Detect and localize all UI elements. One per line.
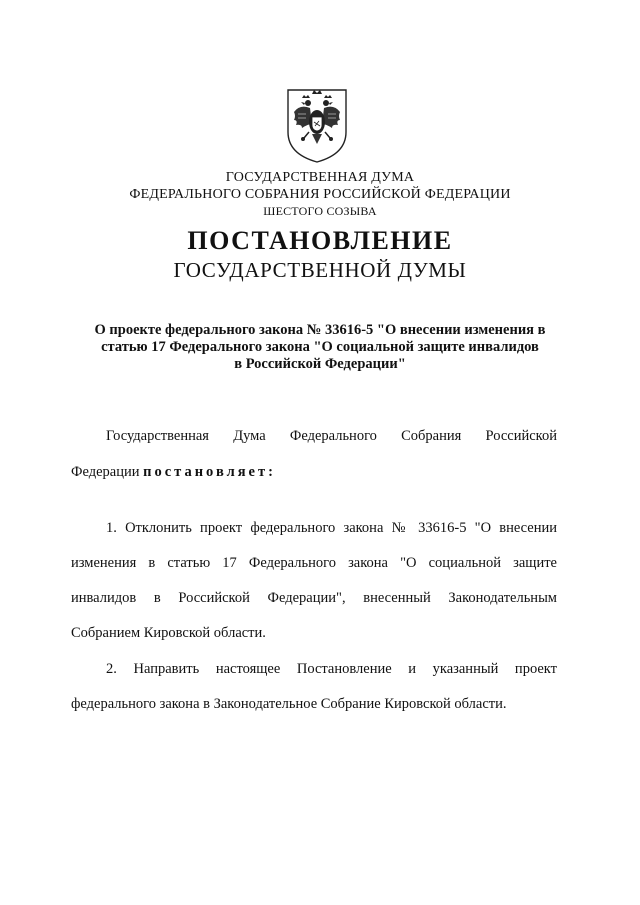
- subject-line-3: в Российской Федерации": [234, 356, 406, 372]
- issuer-header-line-2: ФЕДЕРАЛЬНОГО СОБРАНИЯ РОССИЙСКОЙ ФЕДЕРАЦИИ: [129, 187, 511, 202]
- convocation-line: ШЕСТОГО СОЗЫВА: [263, 204, 377, 218]
- issuer-header-line-1: ГОСУДАРСТВЕННАЯ ДУМА: [225, 170, 415, 185]
- item-2-line-1: 2. Направить настоящее Постановление и указанный проект: [106, 661, 557, 677]
- item-2-line-2: федерального закона в Законодательное Собрание Кировской области.: [71, 696, 507, 712]
- coat-of-arms-emblem: [282, 84, 352, 164]
- russian-coat-of-arms-icon: [282, 84, 352, 164]
- resolves-keyword: постановляет:: [143, 464, 276, 480]
- preamble-line-2-text: Федерации: [71, 464, 144, 480]
- item-1-line-4: Собранием Кировской области.: [71, 625, 266, 641]
- preamble-line-1: Государственная Дума Федерального Собрания Российской: [106, 428, 557, 444]
- item-1-line-1: 1. Отклонить проект федерального закона № 33616-5 "О внесении: [106, 520, 557, 536]
- item-1-line-3: инвалидов в Российской Федерации", внесенный Законодательным: [71, 590, 557, 606]
- subject-line-1: О проекте федерального закона № 33616-5 "О внесении изменения в: [94, 322, 546, 338]
- document-issuer-title: ГОСУДАРСТВЕННОЙ ДУМЫ: [173, 258, 467, 282]
- preamble-line-2: [71, 464, 557, 481]
- subject-line-2: статью 17 Федерального закона "О социальной защите инвалидов: [101, 339, 539, 355]
- document-type-title: ПОСТАНОВЛЕНИЕ: [187, 226, 453, 255]
- item-1-line-2: изменения в статью 17 Федерального закона "О социальной защите: [71, 555, 557, 571]
